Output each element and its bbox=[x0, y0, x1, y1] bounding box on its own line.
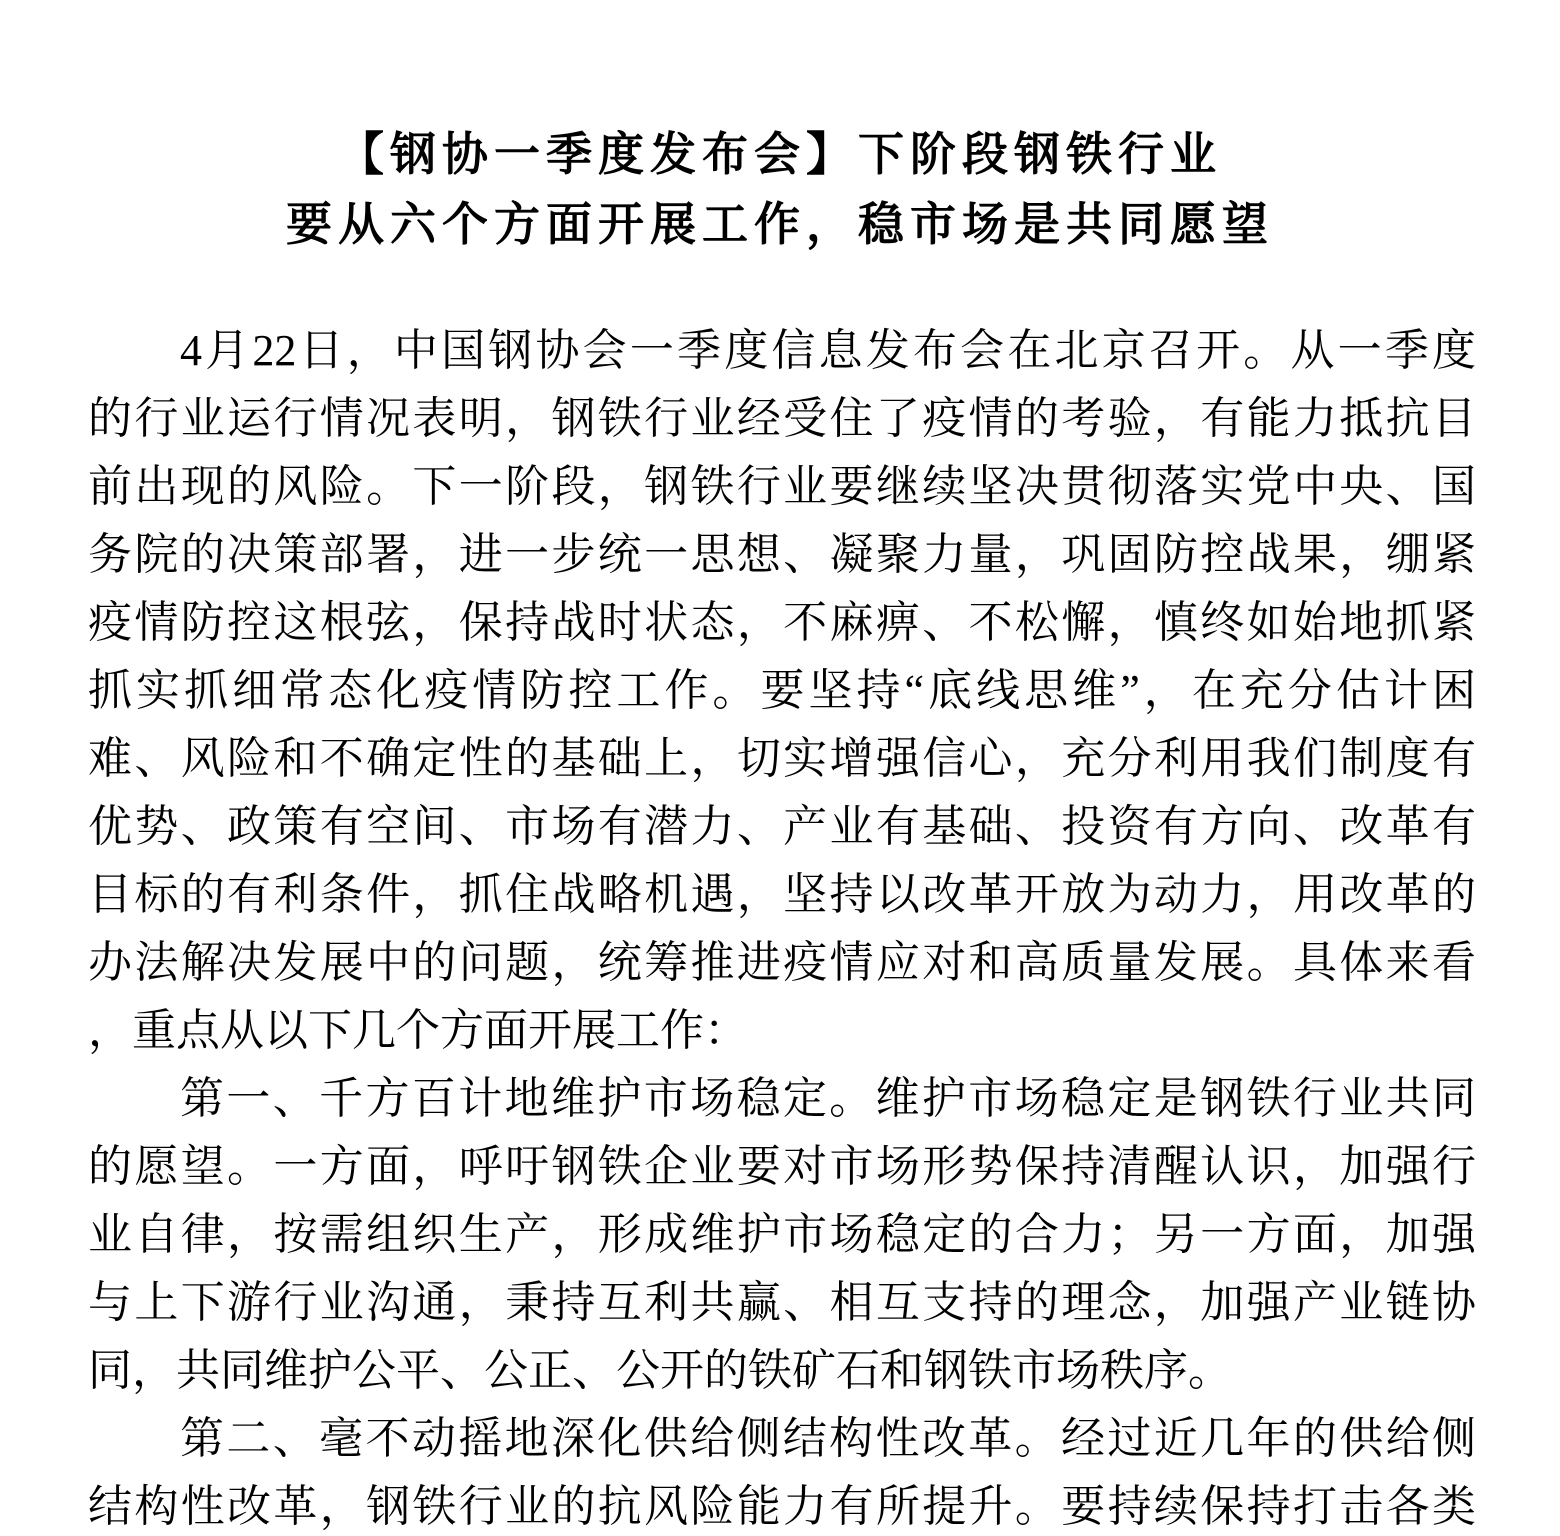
body-line: 优势、政策有空间、市场有潜力、产业有基础、投资有方向、改革有 bbox=[88, 802, 1476, 851]
body-line: 同，共同维护公平、公正、公开的铁矿石和钢铁市场秩序。 bbox=[88, 1346, 1232, 1395]
body-line: 第一、千方百计地维护市场稳定。维护市场稳定是钢铁行业共同 bbox=[180, 1074, 1476, 1123]
body-line: 抓实抓细常态化疫情防控工作。要坚持“底线思维”，在充分估计困 bbox=[88, 666, 1476, 715]
body-line: ，重点从以下几个方面开展工作： bbox=[88, 1006, 748, 1055]
title-line: 要从六个方面开展工作，稳市场是共同愿望 bbox=[286, 199, 1274, 250]
document-title bbox=[0, 120, 1560, 260]
document-body bbox=[88, 317, 1476, 1536]
body-line: 第二、毫不动摇地深化供给侧结构性改革。经过近几年的供给侧 bbox=[180, 1414, 1476, 1463]
title-line: 【钢协一季度发布会】下阶段钢铁行业 bbox=[338, 129, 1222, 180]
body-line: 4月22日，中国钢协会一季度信息发布会在北京召开。从一季度 bbox=[180, 326, 1476, 375]
body-line: 前出现的风险。下一阶段，钢铁行业要继续坚决贯彻落实党中央、国 bbox=[88, 462, 1476, 511]
body-line: 目标的有利条件，抓住战略机遇，坚持以改革开放为动力，用改革的 bbox=[88, 870, 1476, 919]
body-line: 的愿望。一方面，呼吁钢铁企业要对市场形势保持清醒认识，加强行 bbox=[88, 1142, 1476, 1191]
body-line: 务院的决策部署，进一步统一思想、凝聚力量，巩固防控战果，绷紧 bbox=[88, 530, 1476, 579]
body-line: 业自律，按需组织生产，形成维护市场稳定的合力；另一方面，加强 bbox=[88, 1210, 1476, 1259]
body-line: 结构性改革，钢铁行业的抗风险能力有所提升。要持续保持打击各类 bbox=[88, 1482, 1476, 1531]
body-line: 难、风险和不确定性的基础上，切实增强信心，充分利用我们制度有 bbox=[88, 734, 1476, 783]
body-line: 与上下游行业沟通，秉持互利共赢、相互支持的理念，加强产业链协 bbox=[88, 1278, 1476, 1327]
body-line: 的行业运行情况表明，钢铁行业经受住了疫情的考验，有能力抵抗目 bbox=[88, 394, 1476, 443]
body-line: 办法解决发展中的问题，统筹推进疫情应对和高质量发展。具体来看 bbox=[88, 938, 1476, 987]
body-line: 疫情防控这根弦，保持战时状态，不麻痹、不松懈，慎终如始地抓紧 bbox=[88, 598, 1476, 647]
